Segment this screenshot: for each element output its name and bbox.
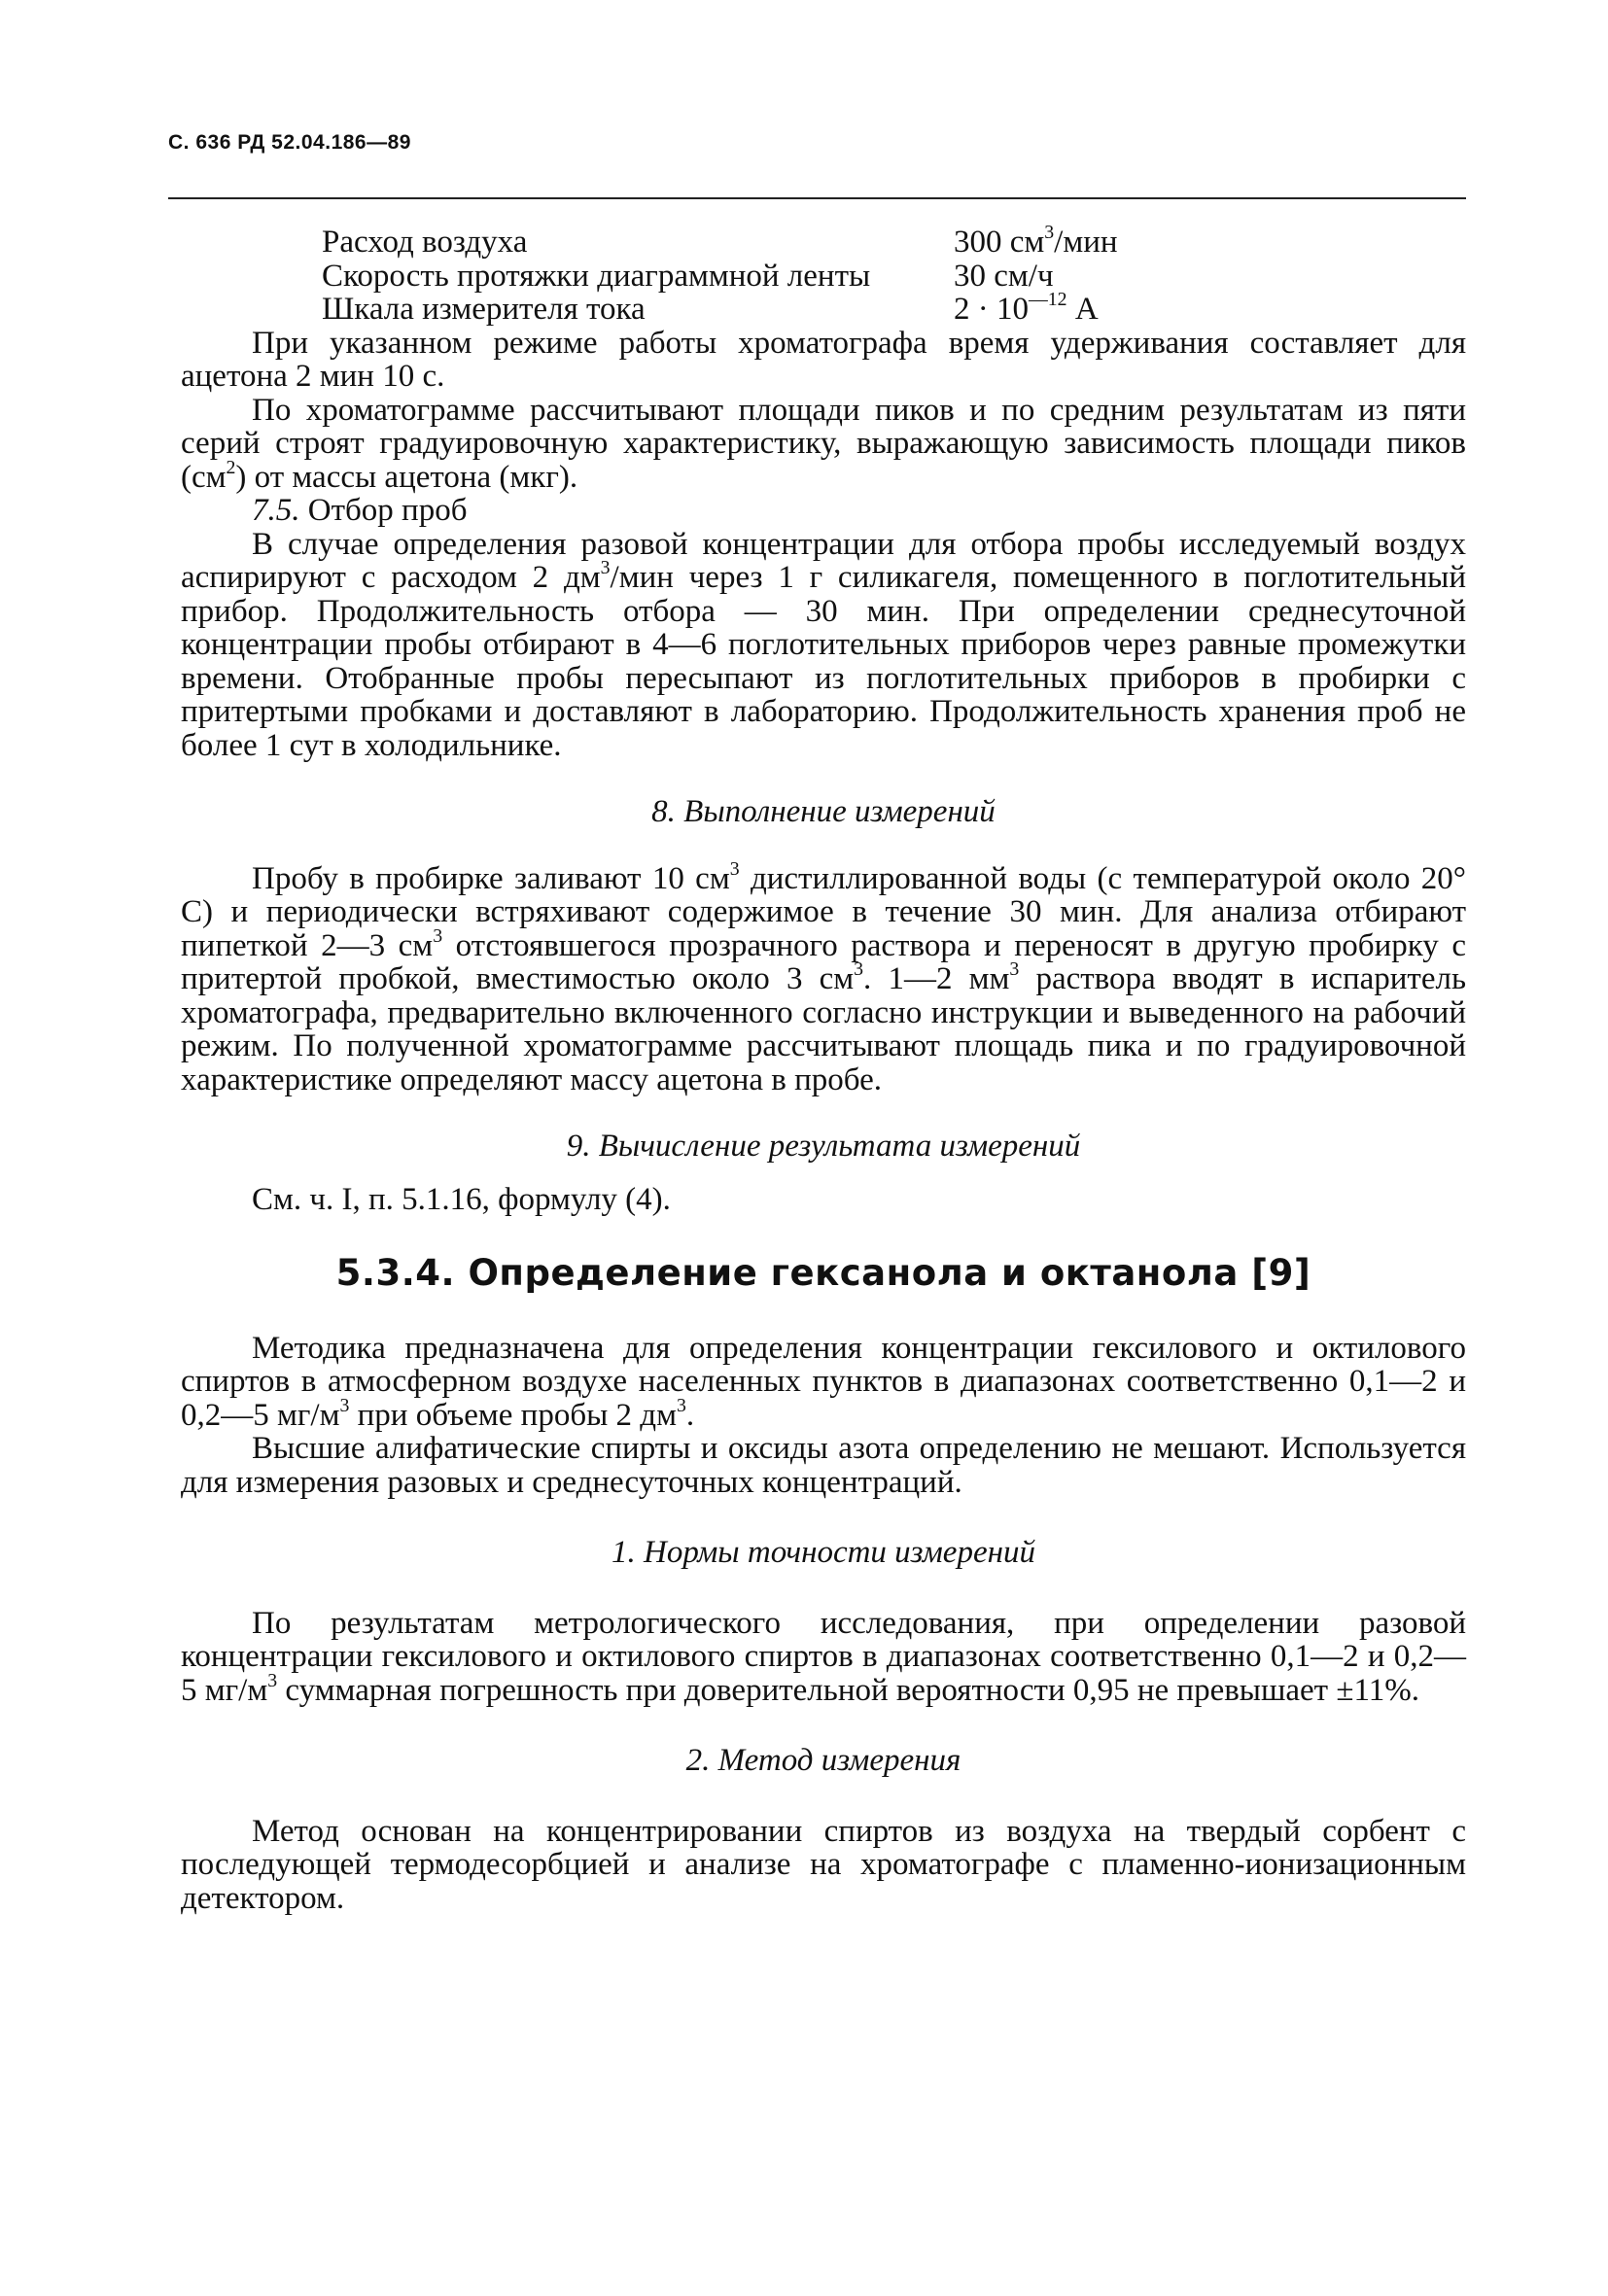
parameter-value: 30 см/ч — [954, 258, 1054, 294]
subsection-heading-7-5: 7.5. Отбор проб — [252, 493, 468, 528]
header-divider — [168, 197, 1466, 199]
parameter-value: $2 \cdot 10^{—12}$ А — [954, 289, 1099, 327]
parameter-row — [322, 222, 1466, 260]
parameter-list — [322, 222, 1466, 327]
paragraph-measurement: Пробу в пробирке заливают 10 $см^3$ дистиллированной воды (с температурой около 20° С) и периодически встряхивают содержимое в течение 30 мин. Для анализа отбирают пипеткой 2—3 $см^3$ отстоявшегося прозрачного раствора и переносят в другую пробирку с притертой пробкой, вместимостью около 3 $см^3$. 1—2 $мм^3$ раствора вводят в испаритель хроматографа, предварительно включенного согласно инструкции и выведенного на рабочий режим. По полученной хроматограмме рассчитывают площадь пика и по градуировочной характеристике определяют массу ацетона в пробе. — [181, 857, 1467, 1097]
paragraph-method-purpose: Методика предназначена для определения концентрации гексилового и октилового спиртов в атмосферном воздухе населенных пунктов в диапазонах соответственно 0,1—2 и 0,2—5 $мг/м^3$ при объеме пробы 2 $дм^3$. — [181, 1330, 1466, 1433]
parameter-row — [322, 289, 1466, 327]
parameter-name: Скорость протяжки диаграммной ленты — [322, 258, 871, 294]
heading-section-1: 1. Нормы точности измерений — [612, 1535, 1035, 1570]
heading-section-8: 8. Выполнение измерений — [651, 794, 996, 829]
paragraph-method-principle: Метод основан на концентрировании спиртов из воздуха на твердый сорбент с последующей термодесорбцией и анализе на хроматографе с пламенно-ионизационным детектором. — [181, 1813, 1466, 1916]
heading-section-2: 2. Метод измерения — [685, 1743, 961, 1778]
paragraph-calibration: По хроматограмме рассчитывают площади пиков и по средним результатам из пяти серий строят градуировочную характеристику, выражающую зависимость площади пиков $(см^2)$ от массы ацетона (мкг). — [181, 392, 1466, 495]
parameter-name: Шкала измерителя тока — [322, 292, 646, 327]
paragraph-accuracy: По результатам метрологического исследования, при определении разовой концентрации гексилового и октилового спиртов в диапазонах соответственно 0,1—2 и 0,2—5 $мг/м^3$ суммарная погрешность при доверительной вероятности 0,95 не превышает ±11%. — [181, 1605, 1466, 1708]
paragraph-calculation: См. ч. I, п. 5.1.16, формулу (4). — [252, 1181, 671, 1217]
parameter-name: Расход воздуха — [322, 225, 528, 260]
paragraph-interference: Высшие алифатические спирты и оксиды азота определению не мешают. Используется для измерения разовых и среднесуточных концентраций. — [181, 1431, 1466, 1500]
parameter-row — [322, 260, 1466, 294]
paragraph-retention-time: При указанном режиме работы хроматографа время удерживания составляет для ацетона 2 мин 10 с. — [181, 325, 1466, 394]
section-title: 5.3.4. Определение гексанола и октанола [9] — [335, 1252, 1311, 1294]
parameter-value: 300 $см^3$/мин — [954, 222, 1118, 260]
heading-section-9: 9. Вычисление результата измерений — [566, 1129, 1081, 1164]
paragraph-sampling: В случае определения разовой концентрации для отбора пробы исследуемый воздух аспирируют с расходом 2 $дм^3$/мин через 1 г силикагеля, помещенного в поглотительный прибор. Продолжительность отбора — 30 мин. При определении среднесуточной концентрации пробы отбирают в 4—6 поглотительных приборов через равные промежутки времени. Отобранные пробы пересыпают из поглотительных приборов в пробирки с притертыми пробками и доставляют в лабораторию. Продолжительность хранения проб не более 1 сут в холодильнике. — [181, 526, 1466, 763]
page-header: С. 636 РД 52.04.186—89 — [168, 131, 411, 154]
page-content — [181, 222, 1467, 1916]
